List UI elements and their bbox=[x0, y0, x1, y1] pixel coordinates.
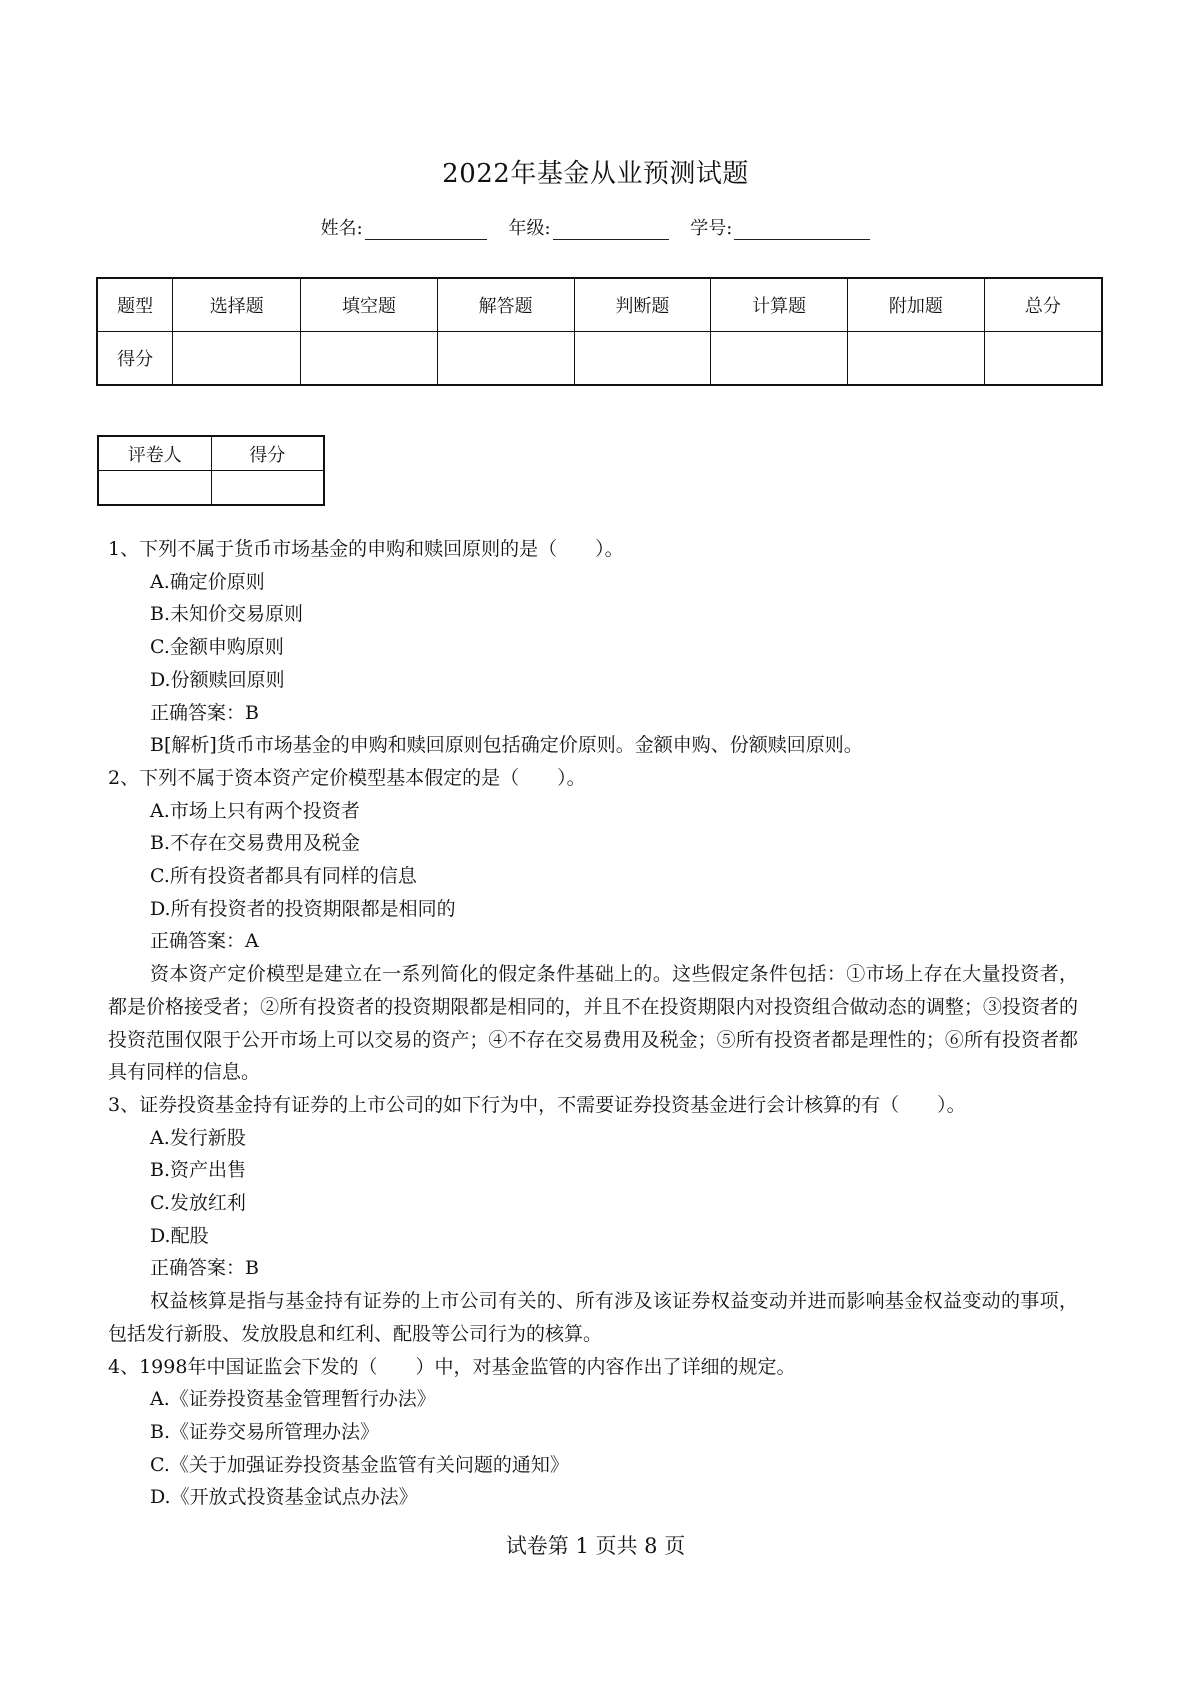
grader-blank-cell bbox=[98, 471, 211, 506]
score-cell bbox=[847, 332, 984, 386]
grader-score-label: 得分 bbox=[211, 436, 324, 471]
explanation: B[解析]货币市场基金的申购和赎回原则包括确定价原则。金额申购、份额赎回原则。 bbox=[150, 734, 863, 757]
option-c: C.金额申购原则 bbox=[150, 636, 284, 659]
score-header-cell: 选择题 bbox=[173, 278, 301, 332]
option-d: D.配股 bbox=[150, 1224, 209, 1247]
id-blank bbox=[734, 221, 870, 240]
name-label: 姓名: bbox=[320, 218, 363, 239]
page-footer: 试卷第 1 页共 8 页 bbox=[505, 1534, 686, 1558]
score-header-cell: 附加题 bbox=[847, 278, 984, 332]
score-table bbox=[96, 277, 1103, 386]
option-c: C.所有投资者都具有同样的信息 bbox=[150, 865, 417, 888]
id-field bbox=[690, 218, 870, 239]
question-stem: 3、证券投资基金持有证券的上市公司的如下行为中，不需要证券投资基金进行会计核算的有（ ）。 bbox=[108, 1093, 966, 1116]
option-a: A.市场上只有两个投资者 bbox=[150, 799, 360, 822]
correct-answer: 正确答案：A bbox=[150, 930, 259, 953]
id-label: 学号: bbox=[690, 218, 733, 239]
grader-score-blank-cell bbox=[211, 471, 324, 506]
correct-answer: 正确答案：B bbox=[150, 1257, 259, 1280]
grade-field bbox=[508, 218, 674, 239]
option-d: D.份额赎回原则 bbox=[150, 668, 285, 691]
grader-label: 评卷人 bbox=[98, 436, 211, 471]
option-d: D.《开放式投资基金试点办法》 bbox=[150, 1486, 418, 1509]
score-cell bbox=[301, 332, 438, 386]
option-b: B.《证券交易所管理办法》 bbox=[150, 1420, 380, 1443]
option-d: D.所有投资者的投资期限都是相同的 bbox=[150, 897, 456, 920]
option-b: B.资产出售 bbox=[150, 1159, 247, 1182]
grader-blank-row bbox=[98, 471, 324, 506]
option-c: C.《关于加强证券投资基金监管有关问题的通知》 bbox=[150, 1453, 569, 1476]
score-header-cell: 判断题 bbox=[574, 278, 711, 332]
option-b: B.未知价交易原则 bbox=[150, 603, 304, 626]
option-a: A.《证券投资基金管理暂行办法》 bbox=[150, 1388, 436, 1411]
score-header-cell: 计算题 bbox=[711, 278, 848, 332]
score-header-cell: 填空题 bbox=[301, 278, 438, 332]
option-a: A.发行新股 bbox=[150, 1126, 246, 1149]
score-cell bbox=[574, 332, 711, 386]
option-c: C.发放红利 bbox=[150, 1192, 246, 1215]
score-header-cell: 解答题 bbox=[437, 278, 574, 332]
score-row-label: 得分 bbox=[97, 332, 173, 386]
explanation: 资本资产定价模型是建立在一系列简化的假定条件基础上的。这些假定条件包括：①市场上存在大量投资者，都是价格接受者；②所有投资者的投资期限都是相同的，并且不在投资期限内对投资组合做动态的调整；③投资者的投资范围仅限于公开市场上可以交易的资产；④不存在交易费用及税金；⑤所有投资者都是理性的；⑥所有投资者都具有同样的信息。 bbox=[108, 963, 1078, 1084]
explanation: 权益核算是指与基金持有证券的上市公司有关的、所有涉及该证券权益变动并进而影响基金权益变动的事项，包括发行新股、发放股息和红利、配股等公司行为的核算。 bbox=[108, 1290, 1078, 1345]
question-stem: 4、1998年中国证监会下发的（ ）中，对基金监管的内容作出了详细的规定。 bbox=[108, 1355, 796, 1378]
score-cell bbox=[173, 332, 301, 386]
correct-answer: 正确答案：B bbox=[150, 701, 259, 724]
question-list bbox=[108, 533, 1078, 1514]
score-header-cell: 总分 bbox=[984, 278, 1102, 332]
option-b: B.不存在交易费用及税金 bbox=[150, 832, 361, 855]
page-title: 2022年基金从业预测试题 bbox=[442, 159, 749, 189]
student-info-line bbox=[0, 214, 1191, 240]
grade-label: 年级: bbox=[508, 218, 551, 239]
name-field bbox=[321, 218, 493, 239]
option-a: A.确定价原则 bbox=[150, 570, 265, 593]
score-cell bbox=[711, 332, 848, 386]
grader-header-row bbox=[98, 436, 324, 471]
score-header-cell: 题型 bbox=[97, 278, 173, 332]
score-table-score-row bbox=[97, 332, 1102, 386]
score-table-header-row bbox=[97, 278, 1102, 332]
question-stem: 2、下列不属于资本资产定价模型基本假定的是（ ）。 bbox=[108, 766, 586, 789]
grade-blank bbox=[553, 221, 669, 240]
score-cell bbox=[984, 332, 1102, 386]
name-blank bbox=[365, 221, 487, 240]
grader-table bbox=[97, 435, 325, 506]
score-cell bbox=[437, 332, 574, 386]
question-stem: 1、下列不属于货币市场基金的申购和赎回原则的是（ ）。 bbox=[108, 538, 624, 560]
